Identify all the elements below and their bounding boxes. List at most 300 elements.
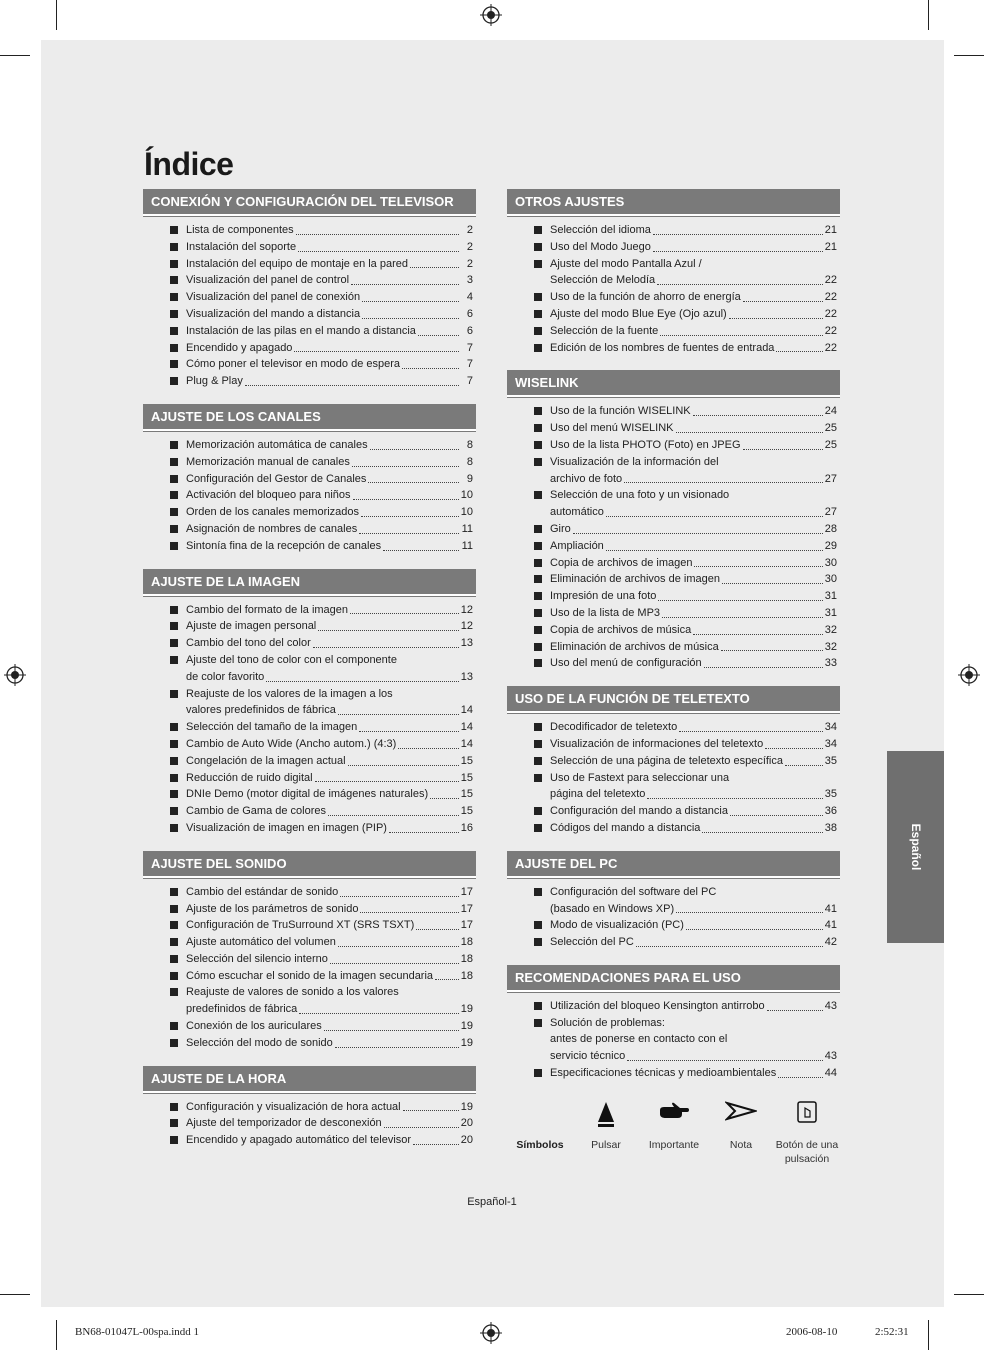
toc-entry[interactable] — [507, 1015, 840, 1065]
toc-entry[interactable] — [143, 373, 476, 390]
toc-page-number: 22 — [824, 341, 837, 354]
square-bullet-icon — [534, 575, 542, 583]
square-bullet-icon — [534, 424, 542, 432]
toc-entry[interactable] — [143, 968, 476, 985]
toc-page-number: 16 — [460, 821, 473, 834]
crop-mark — [954, 55, 984, 56]
toc-page-number: 21 — [824, 240, 837, 253]
toc-entry[interactable] — [507, 736, 840, 753]
toc-entry-row — [550, 786, 837, 803]
dot-leader — [403, 1110, 459, 1111]
toc-entry-text: Selección de la fuente — [550, 324, 659, 337]
toc-entry[interactable] — [143, 356, 476, 373]
dot-leader — [360, 912, 458, 913]
dot-leader — [315, 781, 459, 782]
toc-entry-row — [550, 420, 837, 437]
toc-page-number: 24 — [824, 405, 837, 418]
toc-page-number: 19 — [460, 1100, 473, 1113]
toc-entry-row — [550, 538, 837, 555]
toc-entry-row — [550, 1048, 837, 1065]
toc-entry[interactable] — [507, 239, 840, 256]
square-bullet-icon — [170, 921, 178, 929]
toc-entry-text: Visualización del panel de conexión — [186, 291, 361, 304]
toc-entry-row — [186, 454, 473, 471]
toc-entry[interactable] — [143, 521, 476, 538]
square-bullet-icon — [534, 938, 542, 946]
toc-entry[interactable] — [143, 454, 476, 471]
toc-entry-row — [186, 770, 473, 787]
toc-entry-text: Cambio del tono del color — [186, 637, 311, 650]
dot-leader — [410, 267, 459, 268]
toc-entry[interactable] — [507, 770, 840, 804]
toc-entry-row — [186, 471, 473, 488]
toc-list — [143, 602, 476, 837]
toc-entry-text: Lista de componentes — [186, 224, 294, 236]
square-bullet-icon — [534, 626, 542, 634]
dot-leader — [402, 368, 459, 369]
dot-leader — [702, 832, 822, 833]
toc-entry[interactable] — [143, 1018, 476, 1035]
toc-page-number: 18 — [460, 936, 473, 949]
square-bullet-icon — [534, 491, 542, 499]
square-bullet-icon — [534, 824, 542, 832]
dot-leader — [340, 896, 458, 897]
toc-entry-row — [186, 719, 473, 736]
toc-section — [143, 189, 476, 390]
toc-entry-row — [186, 951, 473, 968]
toc-entry-text: Ajuste de los parámetros de sonido — [186, 902, 359, 915]
toc-list — [507, 998, 840, 1082]
square-bullet-icon — [534, 441, 542, 449]
toc-entry-text: de color favorito — [186, 670, 265, 683]
toc-entry[interactable] — [507, 884, 840, 918]
toc-entry[interactable] — [143, 272, 476, 289]
dot-leader — [676, 432, 823, 433]
toc-entry-row — [550, 605, 837, 622]
toc-page-number: 13 — [460, 637, 473, 650]
toc-page-number: 35 — [824, 788, 837, 801]
dot-leader — [335, 1047, 459, 1048]
toc-entry[interactable] — [507, 420, 840, 437]
registration-mark-icon — [958, 664, 980, 686]
toc-entry[interactable] — [143, 803, 476, 820]
toc-entry-row — [186, 736, 473, 753]
dot-leader — [350, 613, 459, 614]
square-bullet-icon — [170, 360, 178, 368]
dot-leader — [765, 748, 823, 749]
toc-entry-text: Especificaciones técnicas y medioambientales — [550, 1067, 777, 1080]
toc-entry[interactable] — [143, 538, 476, 555]
toc-entry-row — [550, 521, 837, 538]
toc-entry[interactable] — [507, 998, 840, 1015]
toc-entry-row — [550, 222, 837, 239]
toc-entry[interactable] — [507, 454, 840, 488]
toc-entry[interactable] — [507, 605, 840, 622]
toc-page-number: 14 — [460, 704, 473, 717]
dot-leader — [653, 234, 823, 235]
toc-entry[interactable] — [143, 602, 476, 619]
language-side-tab — [887, 751, 944, 943]
toc-page-number: 4 — [466, 291, 473, 304]
square-bullet-icon — [534, 344, 542, 352]
toc-list — [507, 403, 840, 672]
square-bullet-icon — [170, 622, 178, 630]
toc-entry-row — [186, 820, 473, 837]
toc-entry-text: Uso de la lista PHOTO (Foto) en JPEG — [550, 438, 741, 451]
dot-leader — [299, 1013, 458, 1014]
toc-entry-line: Uso de Fastext para seleccionar una — [550, 771, 730, 784]
toc-entry[interactable] — [143, 635, 476, 652]
toc-entry-row — [550, 901, 837, 918]
toc-page-number: 6 — [466, 307, 473, 320]
toc-page-number: 32 — [824, 623, 837, 636]
toc-entry-text: Congelación de la imagen actual — [186, 754, 346, 767]
toc-list — [507, 719, 840, 837]
square-bullet-icon — [170, 824, 178, 832]
square-bullet-icon — [170, 1022, 178, 1030]
toc-entry[interactable] — [143, 256, 476, 273]
toc-entry[interactable] — [507, 1065, 840, 1082]
toc-entry[interactable] — [143, 504, 476, 521]
toc-entry[interactable] — [507, 222, 840, 239]
toc-entry[interactable] — [143, 306, 476, 323]
toc-entry-row — [550, 588, 837, 605]
toc-entry-text: Copia de archivos de música — [550, 623, 692, 636]
toc-entry-row — [550, 306, 837, 323]
toc-entry-text: Copia de archivos de imagen — [550, 556, 693, 569]
dot-leader — [362, 318, 459, 319]
toc-entry-text: valores predefinidos de fábrica — [186, 704, 336, 717]
dot-leader — [778, 1077, 823, 1078]
dot-leader — [730, 815, 823, 816]
toc-left-column — [143, 189, 476, 1163]
toc-entry-row — [186, 437, 473, 454]
toc-entry[interactable] — [507, 719, 840, 736]
crop-mark — [928, 1320, 929, 1350]
toc-entry-text: Selección de Melodía — [550, 274, 656, 287]
square-bullet-icon — [534, 609, 542, 617]
toc-page-number: 2 — [466, 257, 473, 270]
note-arrow-icon — [725, 1100, 757, 1122]
toc-entry[interactable] — [507, 487, 840, 521]
toc-entry[interactable] — [143, 984, 476, 1018]
dot-leader — [348, 765, 459, 766]
toc-entry[interactable] — [143, 487, 476, 504]
toc-entry[interactable] — [143, 786, 476, 803]
toc-entry[interactable] — [507, 538, 840, 555]
toc-page-number: 38 — [824, 821, 837, 834]
toc-entry-text: Configuración y visualización de hora actual — [186, 1100, 401, 1113]
toc-entry-text: Cambio del estándar de sonido — [186, 885, 339, 898]
dot-leader — [398, 748, 458, 749]
square-bullet-icon — [170, 377, 178, 385]
toc-entry[interactable] — [507, 803, 840, 820]
toc-entry-row — [550, 272, 837, 289]
toc-entry-row — [186, 239, 473, 256]
toc-entry-row — [186, 1035, 473, 1052]
toc-entry-text: servicio técnico — [550, 1050, 626, 1063]
toc-entry[interactable] — [143, 934, 476, 951]
toc-entry[interactable] — [143, 884, 476, 901]
toc-entry-row — [186, 968, 473, 985]
toc-entry[interactable] — [507, 820, 840, 837]
dot-leader — [338, 946, 459, 947]
dot-leader — [351, 284, 459, 285]
toc-entry[interactable] — [507, 289, 840, 306]
toc-entry[interactable] — [143, 222, 476, 239]
registration-mark-icon — [4, 664, 26, 686]
dot-leader — [606, 550, 823, 551]
toc-page-number: 12 — [460, 620, 473, 633]
toc-entry[interactable] — [507, 655, 840, 672]
toc-entry[interactable] — [507, 639, 840, 656]
toc-entry-text: Ajuste automático del volumen — [186, 936, 336, 949]
section-heading: WISELINK — [507, 370, 840, 397]
toc-entry-text: Eliminación de archivos de imagen — [550, 573, 720, 586]
toc-section — [507, 370, 840, 672]
toc-entry[interactable] — [143, 951, 476, 968]
toc-entry[interactable] — [143, 1115, 476, 1132]
slug-filename: BN68-01047L-00spa.indd 1 — [75, 1326, 200, 1338]
square-bullet-icon — [170, 508, 178, 516]
toc-entry-text: Visualización de informaciones del teletexto — [550, 737, 764, 750]
toc-page-number: 17 — [460, 919, 473, 932]
square-bullet-icon — [170, 1103, 178, 1111]
square-bullet-icon — [534, 723, 542, 731]
toc-entry-text: Memorización automática de canales — [186, 438, 368, 451]
toc-entry-row — [550, 403, 837, 420]
square-bullet-icon — [170, 542, 178, 550]
square-bullet-icon — [534, 592, 542, 600]
toc-entry-row — [186, 803, 473, 820]
dot-leader — [785, 765, 823, 766]
toc-page-number: 11 — [461, 539, 473, 552]
toc-entry-row — [550, 917, 837, 934]
section-heading: RECOMENDACIONES PARA EL USO — [507, 965, 840, 992]
toc-section — [507, 686, 840, 837]
toc-list — [143, 437, 476, 555]
toc-entry-row — [550, 753, 837, 770]
toc-entry-text: Cómo poner el televisor en modo de espera — [186, 358, 401, 371]
toc-entry[interactable] — [143, 239, 476, 256]
toc-entry[interactable] — [143, 1132, 476, 1149]
toc-page-number: 35 — [824, 754, 837, 767]
dot-leader — [413, 1144, 459, 1145]
toc-page-number: 25 — [824, 438, 837, 451]
toc-entry-row — [186, 1115, 473, 1132]
toc-entry-row — [550, 719, 837, 736]
dot-leader — [693, 634, 823, 635]
toc-entry-text: Selección del modo de sonido — [186, 1036, 333, 1049]
toc-entry-row — [550, 655, 837, 672]
toc-entry-text: Cambio de Gama de colores — [186, 805, 327, 818]
toc-entry[interactable] — [143, 901, 476, 918]
toc-entry-text: Uso de la lista de MP3 — [550, 606, 661, 619]
square-bullet-icon — [170, 740, 178, 748]
toc-entry-text: página del teletexto — [550, 788, 646, 801]
square-bullet-icon — [170, 888, 178, 896]
toc-page-number: 28 — [824, 522, 837, 535]
section-heading: AJUSTE DE LA HORA — [143, 1066, 476, 1093]
dot-leader — [359, 731, 459, 732]
toc-entry[interactable] — [143, 736, 476, 753]
dot-leader — [694, 566, 822, 567]
page-number: Español-1 — [467, 1196, 517, 1208]
toc-list — [507, 884, 840, 951]
slug-date: 2006-08-10 — [786, 1326, 838, 1338]
toc-list — [143, 222, 476, 390]
toc-page-number: 2 — [466, 224, 473, 236]
dot-leader — [359, 533, 459, 534]
dot-leader — [430, 798, 459, 799]
toc-entry-row — [186, 356, 473, 373]
toc-entry[interactable] — [507, 306, 840, 323]
toc-entry-row — [186, 1018, 473, 1035]
dot-leader — [721, 650, 823, 651]
toc-entry-text: Modo de visualización (PC) — [550, 919, 684, 932]
toc-entry-text: Visualización de imagen en imagen (PIP) — [186, 821, 387, 834]
toc-section — [143, 404, 476, 555]
dot-leader — [686, 929, 823, 930]
dot-leader — [624, 482, 823, 483]
side-tab-label: Español — [908, 823, 923, 871]
toc-entry[interactable] — [143, 1099, 476, 1116]
toc-page-number: 8 — [466, 438, 473, 451]
dot-leader — [722, 583, 823, 584]
toc-entry-row — [186, 1001, 473, 1018]
toc-entry[interactable] — [507, 588, 840, 605]
toc-page-number: 15 — [460, 788, 473, 801]
page-title: Índice — [144, 146, 234, 182]
dot-leader — [353, 499, 459, 500]
toc-entry-text: Visualización del panel de control — [186, 274, 350, 287]
toc-entry[interactable] — [507, 323, 840, 340]
toc-page-number: 3 — [466, 274, 473, 287]
square-bullet-icon — [170, 790, 178, 798]
important-hand-icon — [658, 1100, 690, 1124]
toc-entry-text: Instalación de las pilas en el mando a distancia — [186, 324, 416, 337]
toc-entry[interactable] — [507, 256, 840, 290]
toc-entry[interactable] — [507, 521, 840, 538]
square-bullet-icon — [534, 740, 542, 748]
toc-entry-text: Impresión de una foto — [550, 590, 657, 603]
toc-entry-text: Giro — [550, 522, 571, 535]
toc-entry[interactable] — [143, 471, 476, 488]
toc-entry-row — [550, 639, 837, 656]
toc-entry[interactable] — [143, 719, 476, 736]
toc-entry[interactable] — [507, 340, 840, 357]
toc-entry[interactable] — [143, 1035, 476, 1052]
toc-entry-row — [186, 538, 473, 555]
toc-entry-text: Uso de la función WISELINK — [550, 405, 691, 418]
dot-leader — [328, 815, 459, 816]
dot-leader — [324, 1030, 459, 1031]
toc-entry-line: Solución de problemas: — [550, 1016, 665, 1029]
toc-right-column — [507, 189, 840, 1096]
toc-entry-text: Configuración del Gestor de Canales — [186, 472, 367, 485]
crop-mark — [56, 0, 57, 30]
dot-leader — [627, 1060, 823, 1061]
toc-page-number: 8 — [466, 455, 473, 468]
toc-entry-row — [186, 753, 473, 770]
toc-entry-line: Ajuste del tono de color con el componente — [186, 653, 397, 666]
toc-entry-row — [550, 571, 837, 588]
dot-leader — [676, 912, 823, 913]
square-bullet-icon — [534, 243, 542, 251]
toc-entry-row — [186, 786, 473, 803]
square-bullet-icon — [170, 1119, 178, 1127]
toc-page-number: 22 — [824, 324, 837, 337]
toc-entry[interactable] — [143, 340, 476, 357]
toc-entry-text: Ajuste del modo Blue Eye (Ojo azul) — [550, 307, 727, 320]
toc-entry[interactable] — [143, 770, 476, 787]
dot-leader — [776, 351, 822, 352]
square-bullet-icon — [534, 757, 542, 765]
toc-entry[interactable] — [507, 437, 840, 454]
dot-leader — [370, 449, 459, 450]
toc-page-number: 14 — [460, 721, 473, 734]
toc-entry[interactable] — [143, 289, 476, 306]
toc-entry[interactable] — [507, 555, 840, 572]
toc-entry[interactable] — [143, 323, 476, 340]
toc-entry[interactable] — [143, 917, 476, 934]
section-heading: AJUSTE DE LA IMAGEN — [143, 569, 476, 596]
toc-entry[interactable] — [143, 753, 476, 770]
square-bullet-icon — [170, 491, 178, 499]
square-bullet-icon — [170, 226, 178, 234]
toc-entry-row — [550, 736, 837, 753]
toc-entry-text: Encendido y apagado automático del televisor — [186, 1134, 412, 1147]
toc-entry-text: Configuración de TruSurround XT (SRS TSXT) — [186, 919, 415, 932]
toc-entry[interactable] — [143, 437, 476, 454]
toc-entry[interactable] — [143, 652, 476, 686]
toc-page-number: 41 — [824, 919, 837, 932]
toc-entry-row — [186, 1132, 473, 1149]
toc-entry[interactable] — [143, 686, 476, 720]
dot-leader — [653, 251, 823, 252]
toc-page-number: 15 — [460, 805, 473, 818]
toc-entry-row — [550, 340, 837, 357]
toc-entry-row — [186, 884, 473, 901]
toc-entry-text: Edición de los nombres de fuentes de entrada — [550, 341, 775, 354]
toc-entry-row — [550, 803, 837, 820]
toc-entry[interactable] — [507, 403, 840, 420]
toc-entry[interactable] — [507, 917, 840, 934]
toc-section — [507, 851, 840, 951]
toc-entry-text: Uso de la función de ahorro de energía — [550, 291, 741, 304]
dot-leader — [743, 449, 823, 450]
toc-entry[interactable] — [507, 622, 840, 639]
toc-page-number: 19 — [460, 1003, 473, 1016]
toc-entry[interactable] — [143, 820, 476, 837]
square-bullet-icon — [534, 559, 542, 567]
square-bullet-icon — [170, 757, 178, 765]
toc-entry[interactable] — [507, 753, 840, 770]
toc-page-number: 30 — [824, 556, 837, 569]
square-bullet-icon — [534, 260, 542, 268]
square-bullet-icon — [170, 276, 178, 284]
toc-entry[interactable] — [507, 934, 840, 951]
toc-entry-text: Asignación de nombres de canales — [186, 522, 358, 535]
toc-entry-text: Conexión de los auriculares — [186, 1020, 322, 1033]
toc-entry[interactable] — [143, 618, 476, 635]
toc-entry-text: Selección de una página de teletexto específica — [550, 754, 783, 767]
toc-entry-text: Eliminación de archivos de música — [550, 640, 719, 653]
toc-entry-line: Selección de una foto y un visionado — [550, 489, 730, 502]
dot-leader — [636, 946, 823, 947]
toc-page-number: 22 — [824, 274, 837, 287]
toc-entry[interactable] — [507, 571, 840, 588]
